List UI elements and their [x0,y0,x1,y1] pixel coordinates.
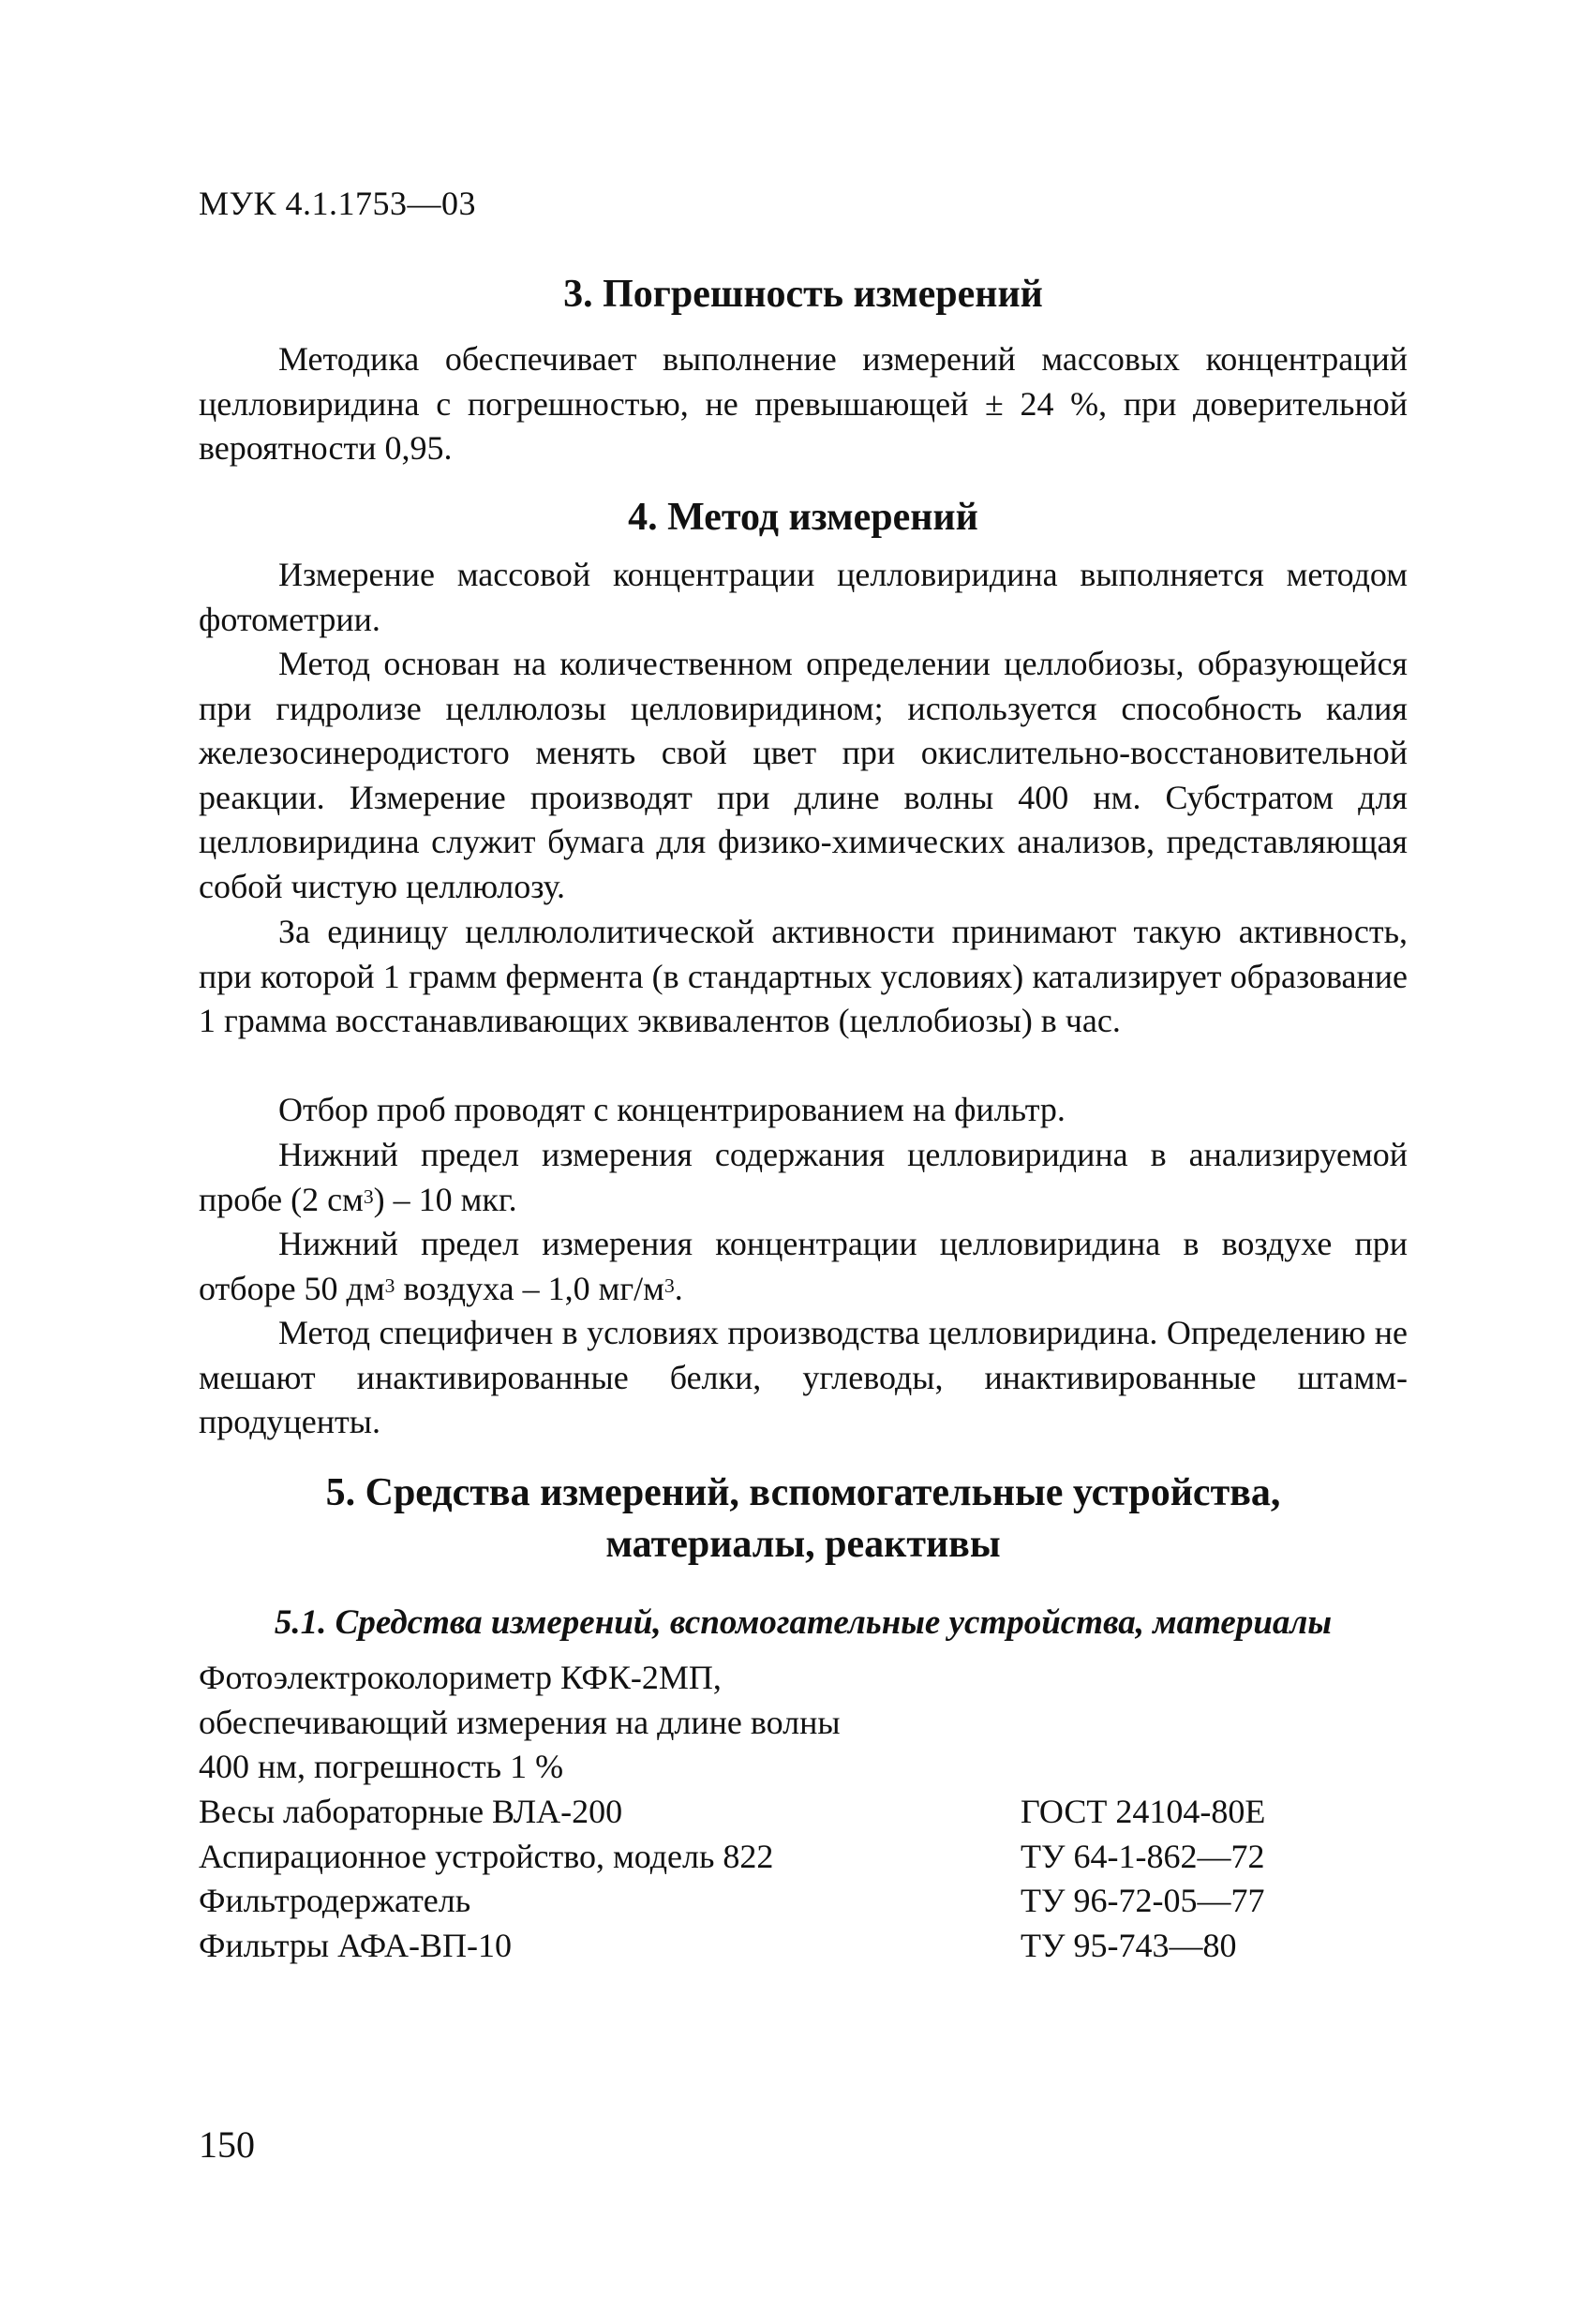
p5-text-b: ) – 10 мкг. [373,1180,517,1218]
p6-superscript-2: 3 [663,1274,675,1297]
equipment-name: Весы лабораторные ВЛА-200 [199,1793,623,1830]
section-4-heading: 4. Метод измерений [628,496,978,539]
photocolorimeter-line-1: Фотоэлектроколориметр КФК-2МП, [199,1659,722,1696]
section-4-paragraph-5 [199,1133,1408,1222]
p6-text-c: . [674,1269,683,1307]
section-4-paragraph-2: Метод основан на количественном определении целлобиозы, образующейся при гидролизе целлюлозы целловиридином; используется способность калия железосинеродистого менять свой цвет при окислительно-восстановительной реакции. Измерение производят при длине волны 400 нм. Субстратом для целловиридина служит бумага для физико-химических анализов, представляющая собой чистую целлюлозу. [199,645,1408,905]
equipment-name: Фильтродержатель [199,1882,471,1919]
section-4-paragraph-1: Измерение массовой концентрации целловиридина выполняется методом фотометрии. [199,556,1408,638]
section-4-paragraph-6 [199,1222,1408,1311]
equipment-standard: ГОСТ 24104-80Е [1021,1793,1266,1830]
photocolorimeter-line-2: обеспечивающий измерения на длине волны [199,1704,841,1741]
equipment-standard: ТУ 64-1-862—72 [1021,1838,1265,1875]
section-3-heading: 3. Погрешность измерений [563,273,1043,316]
document-code: МУК 4.1.1753—03 [199,185,477,222]
section-4-paragraph-4: Отбор проб проводят с концентрированием на фильтр. [278,1091,1066,1128]
photocolorimeter-line-3: 400 нм, погрешность 1 % [199,1748,564,1785]
equipment-row [199,1790,1408,1835]
equipment-name: Аспирационное устройство, модель 822 [199,1838,774,1875]
equipment-row [199,1879,1408,1924]
p6-text-a: Нижний предел измерения концентрации целловиридина в воздухе при отборе 50 дм [199,1225,1408,1307]
section-5-heading-line-2: материалы, реактивы [605,1523,1001,1566]
equipment-row [199,1924,1408,1969]
page-number: 150 [199,2123,255,2166]
section-3-text: Методика обеспечивает выполнение измерений массовых концентраций целловиридина с погрешностью, не превышающей ± 24 %, при доверительной вероятности 0,95. [199,340,1408,467]
p5-superscript: 3 [363,1184,374,1208]
section-4-paragraph-7: Метод специфичен в условиях производства целловиридина. Определению не мешают инактивированные белки, углеводы, инактивированные штамм-продуценты. [199,1314,1408,1440]
p6-superscript-1: 3 [384,1274,395,1297]
equipment-standard: ТУ 96-72-05—77 [1021,1882,1265,1919]
equipment-name: Фильтры АФА-ВП-10 [199,1927,512,1964]
equipment-row [199,1835,1408,1880]
equipment-standard: ТУ 95-743—80 [1021,1927,1237,1964]
p6-text-b: воздуха – 1,0 мг/м [395,1269,664,1307]
section-4-paragraph-3: За единицу целлюлолитической активности принимают такую активность, при которой 1 грамм фермента (в стандартных условиях) катализирует образование 1 грамма восстанавливающих эквивалентов (целлобиозы) в час. [199,913,1408,1039]
p5-text-a: Нижний предел измерения содержания целловиридина в анализируемой пробе (2 см [199,1136,1408,1218]
section-5-heading-line-1: 5. Средства измерений, вспомогательные устройства, [325,1471,1281,1514]
section-5-1-subheading: 5.1. Средства измерений, вспомогательные устройства, материалы [274,1603,1333,1642]
